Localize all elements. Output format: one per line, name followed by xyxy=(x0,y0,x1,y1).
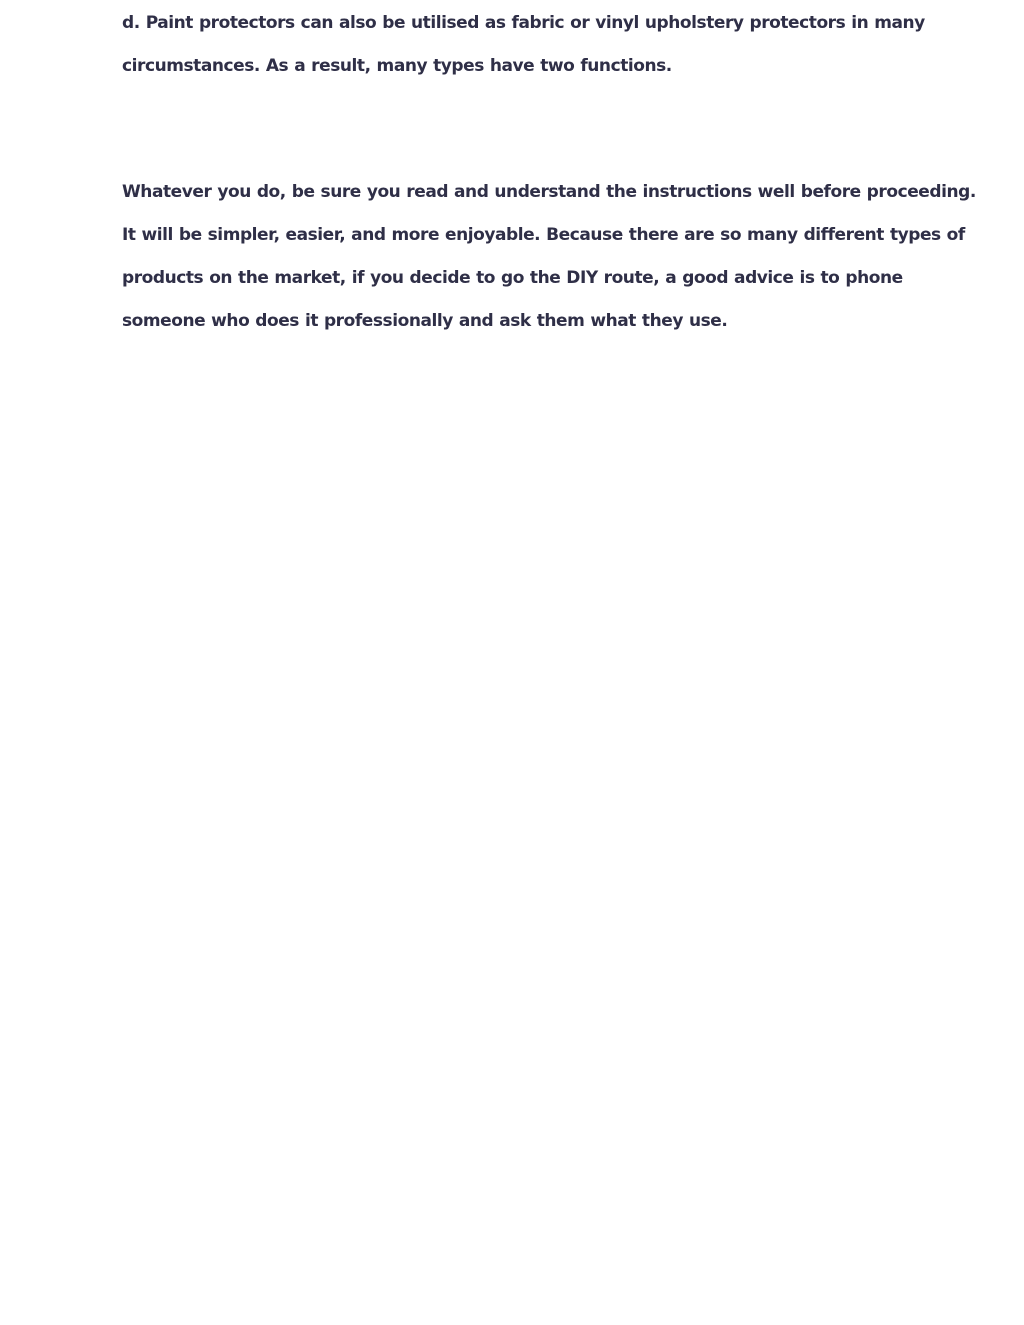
paragraph-paint-protectors xyxy=(122,2,925,88)
paragraph-line: d. Paint protectors can also be utilised as fabric or vinyl upholstery protectors in many xyxy=(122,13,925,33)
paragraph-line: circumstances. As a result, many types have two functions. xyxy=(122,56,672,76)
paragraph-line: Whatever you do, be sure you read and understand the instructions well before proceeding. xyxy=(122,182,976,202)
paragraph-instructions-advice xyxy=(122,171,976,343)
paragraph-line: It will be simpler, easier, and more enjoyable. Because there are so many different types of xyxy=(122,225,965,245)
paragraph-line: products on the market, if you decide to go the DIY route, a good advice is to phone xyxy=(122,268,903,288)
paragraph-line: someone who does it professionally and ask them what they use. xyxy=(122,311,728,331)
